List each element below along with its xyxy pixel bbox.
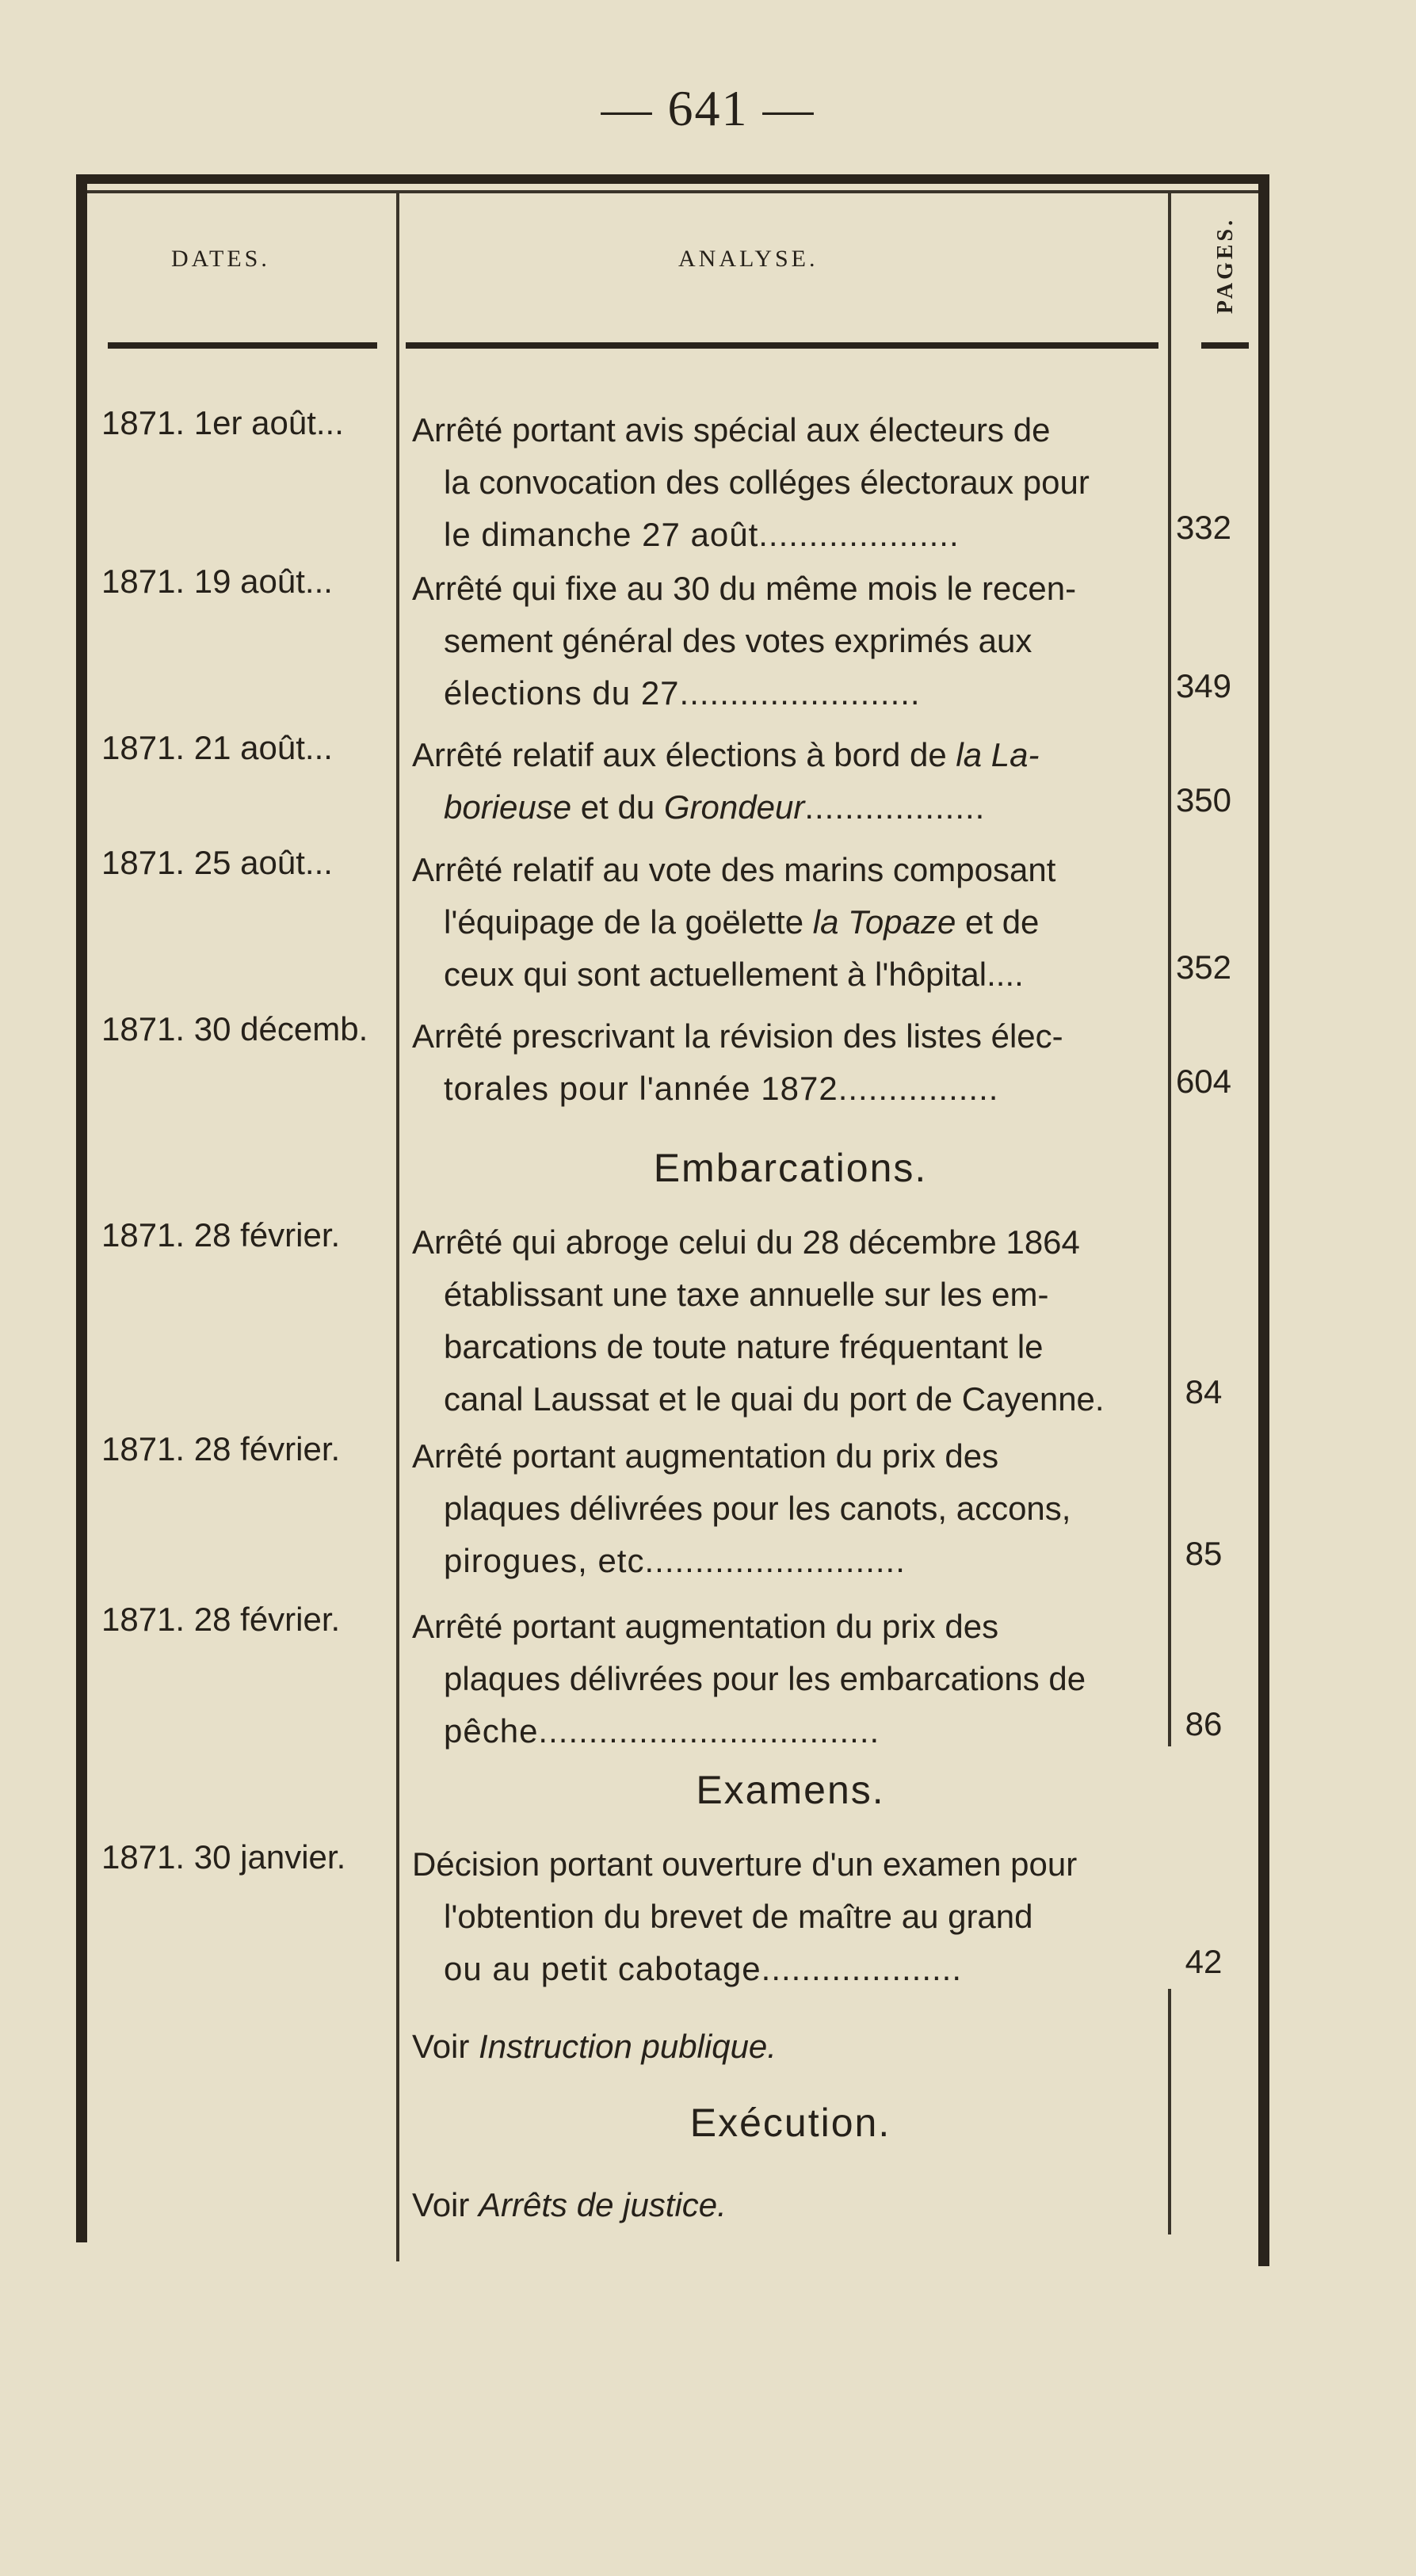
index-table [76,174,1269,2266]
entry-analysis [412,1601,1169,1757]
entry-line: torales pour l'année 1872................ [444,1070,999,1107]
entry-line: Arrêté qui fixe au 30 du même mois le recen- [412,570,1077,607]
entry-line: ou au petit cabotage.................... [444,1950,963,1987]
entry-line: l'obtention du brevet de maître au grand [444,1898,1033,1935]
header-rule-analysis [406,342,1158,349]
entry-analysis [412,729,1169,834]
table-right-border [1258,174,1269,2266]
entry-analysis [412,563,1169,719]
entry-line: Arrêté prescrivant la révision des listes élec- [412,1017,1063,1055]
entry-line: le dimanche 27 août.................... [444,516,960,553]
table-left-border [76,174,87,2242]
entry-date: 1871. 30 janvier. [101,1838,346,1876]
header-pages: PAGES. [1213,216,1238,315]
entry-line: établissant une taxe annuelle sur les em- [444,1276,1049,1313]
entry-analysis [412,404,1169,561]
entry-date: 1871. 28 février. [101,1216,341,1254]
entry-date: 1871. 19 août... [101,563,333,600]
entry-line: la convocation des colléges électoraux pour [444,464,1090,501]
section-heading-embarcations: Embarcations. [653,1146,928,1190]
entry-page: 84 [1185,1373,1223,1410]
entry-line: l'équipage de la goëlette la Topaze et de [444,903,1040,941]
entry-line: pêche.................................. [444,1712,880,1750]
entry-line: Décision portant ouverture d'un examen pour [412,1845,1078,1883]
entry-analysis [412,1010,1169,1115]
section-heading-examens: Examens. [696,1768,885,1812]
entry-page: 350 [1175,781,1232,819]
entry-date: 1871. 30 décemb. [101,1010,368,1048]
entry-line: Arrêté portant augmentation du prix des [412,1437,999,1475]
entry-page: 604 [1175,1063,1232,1100]
section-heading-execution: Exécution. [689,2101,891,2145]
entry-analysis [412,844,1169,1001]
header-pages-wrap [1202,198,1250,333]
entry-line: Arrêté qui abroge celui du 28 décembre 1864 [412,1223,1080,1261]
entry-page: 85 [1185,1535,1223,1572]
see-also-text: Voir Instruction publique. [412,2028,777,2065]
entry-line: Arrêté relatif aux élections à bord de la La- [412,736,1040,773]
entry-date: 1871. 25 août... [101,844,333,881]
header-rule-dates [108,342,377,349]
entry-line: barcations de toute nature fréquentant le [444,1328,1044,1365]
entry-date: 1871. 28 février. [101,1601,341,1638]
header-dates: DATES. [171,246,270,272]
entry-line: plaques délivrées pour les canots, accons, [444,1490,1071,1527]
entry-date: 1871. 1er août... [101,404,344,441]
entry-analysis [412,1216,1169,1425]
entry-line: canal Laussat et le quai du port de Cayenne. [444,1380,1105,1418]
entry-line: sement général des votes exprimés aux [444,622,1032,659]
table-top-rule-thin [76,190,1269,193]
header-analysis: ANALYSE. [678,246,819,272]
page-number: — 641 — [601,80,815,136]
entry-date: 1871. 21 août... [101,729,333,766]
entry-page: 332 [1175,509,1232,546]
entry-line: Arrêté portant augmentation du prix des [412,1608,999,1645]
entry-date: 1871. 28 février. [101,1430,341,1467]
table-top-rule [76,174,1269,184]
see-also-text: Voir Arrêts de justice. [412,2186,727,2223]
entry-line: ceux qui sont actuellement à l'hôpital.... [444,956,1024,993]
entry-page: 352 [1175,948,1232,986]
header-rule-pages [1201,342,1249,349]
see-also-line [412,2179,1169,2231]
entry-line: pirogues, etc.......................... [444,1542,906,1579]
entry-analysis [412,1430,1169,1587]
entry-analysis [412,1838,1169,1995]
entry-line: plaques délivrées pour les embarcations de [444,1660,1086,1697]
entry-line: Arrêté portant avis spécial aux électeurs de [412,411,1051,448]
entry-line: élections du 27........................ [444,674,921,712]
entry-line: borieuse et du Grondeur.................. [444,788,986,826]
entry-line: Arrêté relatif au vote des marins composant [412,851,1056,888]
see-also-line [412,2021,1169,2073]
entry-page: 42 [1185,1943,1223,1980]
entry-page: 349 [1175,667,1232,704]
entry-page: 86 [1185,1705,1223,1742]
